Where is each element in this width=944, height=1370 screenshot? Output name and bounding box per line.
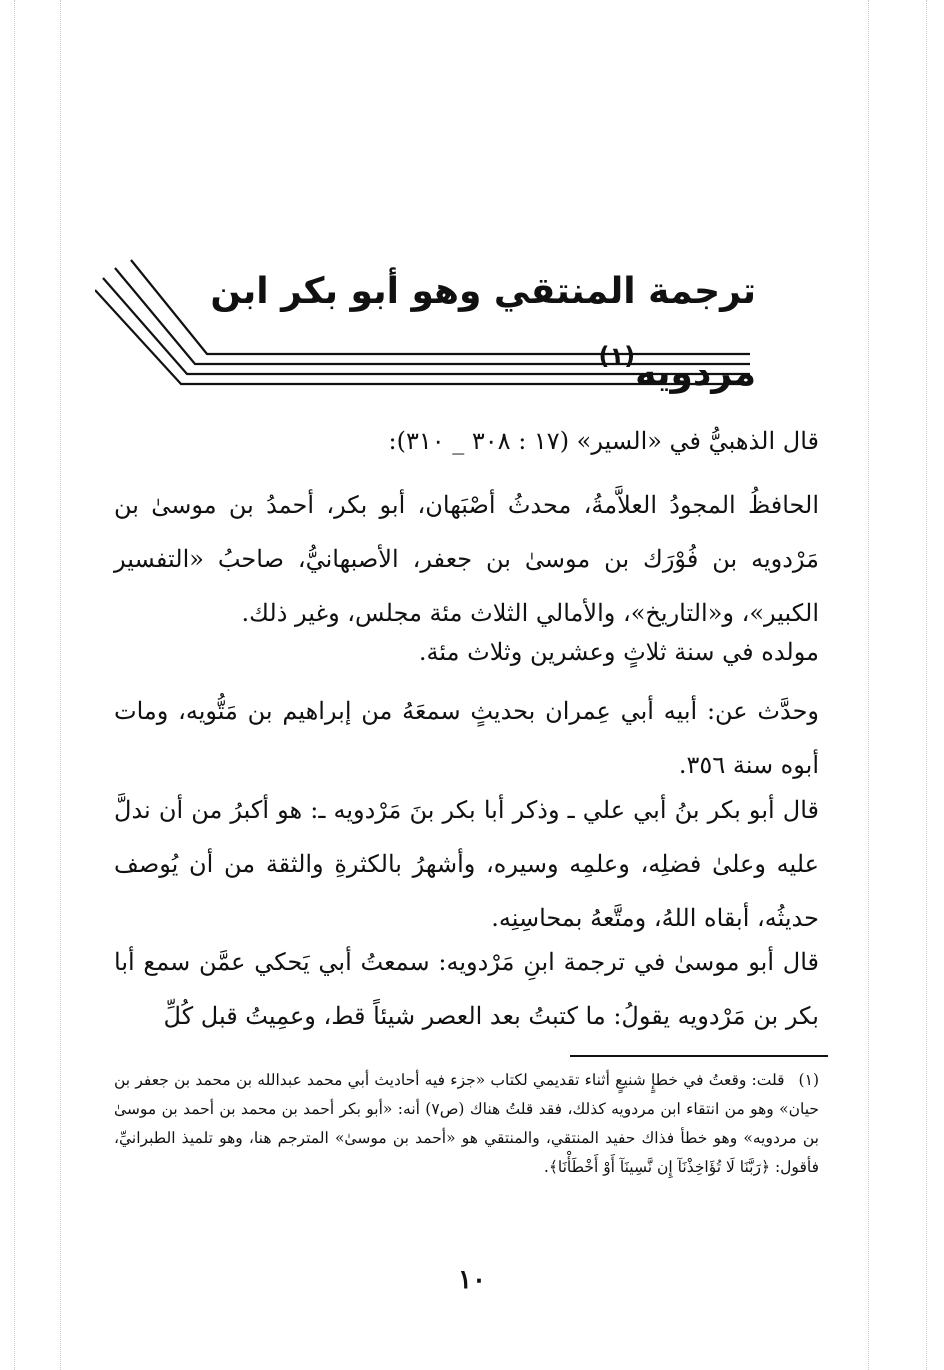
footnote [114, 1066, 819, 1182]
title-footnote-ref: (١) [598, 342, 636, 370]
footnote-text: قلت: وقعتُ في خطإٍ شنيعٍ أثناء تقديمي لكتاب «جزء فيه أحاديث أبي محمد عبدالله بن محمد بن جعفر بن حيان» وهو من انتقاء ابن مردويه كذلك، فقد قلتُ هناك (ص٧) أنه: «أبو بكر أحمد بن محمد بن أحمد بن موسىٰ بن مردويه» وهو خطأ فذاك حفيد المنتقي، والمنتقي هو «أحمد بن موسىٰ» المترجم هنا، وهو تلميذ الطبرانيِّ، فأقول: ﴿رَبَّنَا لَا تُؤَاخِذْنَآ إِن نَّسِينَآ أَوْ أَخْطَأْنَا﴾. [114, 1071, 820, 1176]
paragraph-source: قال الذهبيُّ في «السير» (١٧ : ٣٠٨ _ ٣١٠): [388, 427, 819, 455]
title-ornament-lines [95, 258, 755, 388]
page-number: ١٠ [458, 1265, 486, 1295]
paragraph-biography: الحافظُ المجودُ العلاَّمةُ، محدثُ أصْبَهان، أبو بكر، أحمدُ بن موسىٰ بن مَرْدويه بن فُوْرَك بن موسىٰ بن جعفر، الأصبهانيُّ، صاحبُ «التفسير الكبير»، و«التاريخ»، والأمالي الثلاث مئة مجلس، وغير ذلك. [114, 491, 819, 627]
margin-guide-right-inner [868, 0, 869, 1370]
margin-guide-left-inner [60, 0, 61, 1370]
paragraph-abu-musa: قال أبو موسىٰ في ترجمة ابنِ مَرْدويه: سمعتُ أبي يَحكي عمَّن سمع أبا بكر بن مَرْدويه يقولُ: ما كتبتُ بعد العصر شيئاً قط، وعمِيتُ قبل كُلِّ [114, 948, 819, 1030]
margin-guide-right [926, 0, 927, 1370]
footnote-number: (١) [798, 1071, 819, 1089]
chapter-title-text: ترجمة المنتقي وهو أبو بكر ابن مردويه [210, 271, 756, 394]
paragraph-praise: قال أبو بكر بنُ أبي علي ـ وذكر أبا بكر بنَ مَرْدويه ـ: هو أكبرُ من أن ندلَّ عليه وعلىٰ فضلِه، وعلمِه وسيره، وأشهرُ بالكثرةِ والثقة من أن يُوصف حديثُه، أبقاه اللهُ، ومتَّعهُ بمحاسِنِه. [114, 796, 819, 932]
paragraph-narration: وحدَّث عن: أبيه أبي عِمران بحديثٍ سمعَهُ من إبراهيم بن مَتُّويه، ومات أبوه سنة ٣٥٦. [114, 697, 819, 779]
footnote-separator [570, 1055, 828, 1057]
paragraph-birth: مولده في سنة ثلاثٍ وعشرين وثلاث مئة. [418, 638, 819, 666]
margin-guide-left [14, 0, 15, 1370]
